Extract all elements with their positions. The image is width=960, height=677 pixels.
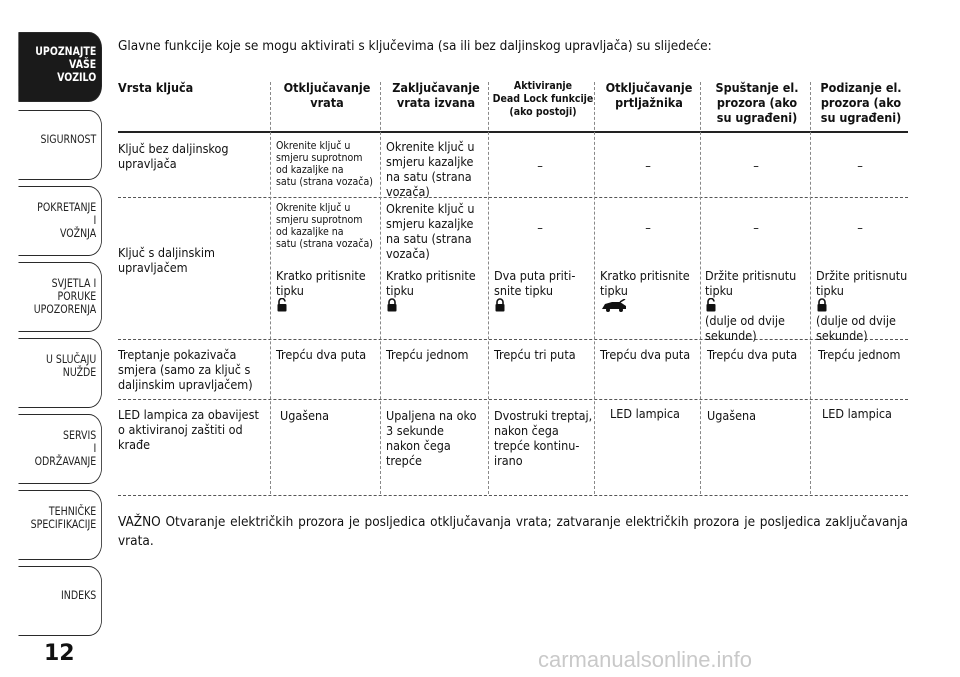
cell-led: Upaljena na oko 3 sekunde nakon čega trepće	[386, 408, 477, 468]
row-label-indicator: Treptanje pokazivača smjera (samo za ključ s daljinskim upravljačem)	[118, 347, 253, 392]
padlock-open-icon	[705, 298, 717, 312]
row-label-led: LED lampica za obavijest o aktiviranoj zaštiti od krađe	[118, 407, 259, 452]
column-divider	[380, 82, 381, 494]
tab-pokretanje-i-voznja[interactable]: POKRETANJE I VOŽNJA	[18, 186, 102, 256]
cell-blink: Trepću dva puta	[600, 347, 691, 362]
tab-u-slucaju-nuzde[interactable]: U SLUČAJU NUŽDE	[18, 338, 102, 408]
tab-servis-i-odrzavanje[interactable]: SERVIS I ODRŽAVANJE	[18, 414, 102, 484]
cell-turn-cw: Okrenite ključ u smjeru kazaljke na satu (strana vozača)	[386, 139, 475, 199]
important-note: VAŽNO Otvaranje električkih prozora je posljedica otključavanja vrata; zatvaranje električkih prozora je posljedica zaključavanja vrata.	[118, 514, 908, 549]
cell-led: Ugašena	[707, 408, 757, 423]
cell-dash: –	[857, 220, 863, 235]
cell-blink: Trepću jednom	[818, 347, 901, 362]
header-windows-down: Spuštanje el. prozora (ako su ugrađeni)	[715, 80, 799, 125]
cell-blink: Trepću dva puta	[276, 347, 367, 362]
cell-led: Ugašena	[280, 408, 330, 423]
padlock-closed-icon	[494, 298, 506, 312]
cell-btn-hold-lock: Držite pritisnutu tipku (dulje od dvije sekunde)	[816, 268, 908, 343]
column-divider	[700, 82, 701, 494]
tab-sigurnost[interactable]: SIGURNOST	[18, 110, 102, 180]
cell-blink: Trepću tri puta	[494, 347, 576, 362]
cell-blink: Trepću dva puta	[707, 347, 798, 362]
page-number: 12	[44, 641, 75, 666]
cell-led: LED lampica	[610, 406, 680, 421]
padlock-open-icon	[276, 298, 288, 312]
cell-dash: –	[645, 220, 651, 235]
cell-btn-twice: Dva puta priti- snite tipku	[494, 268, 575, 313]
cell-dash: –	[537, 220, 543, 235]
watermark: carmanualsonline.info	[538, 647, 753, 672]
cell-turn-ccw: Okrenite ključ u smjeru suprotnom od kazaljke na satu (strana vozača)	[276, 140, 373, 188]
row-divider	[118, 399, 908, 400]
header-windows-up: Podizanje el. prozora (ako su ugrađeni)	[820, 80, 902, 125]
cell-turn-cw: Okrenite ključ u smjeru kazaljke na satu (strana vozača)	[386, 201, 475, 261]
column-divider	[810, 82, 811, 494]
header-deadlock: Aktiviranje Dead Lock funkcije (ako postoji)	[492, 80, 594, 118]
column-divider	[488, 82, 489, 494]
cell-btn-short-lock: Kratko pritisnite tipku	[386, 268, 476, 313]
cell-led: LED lampica	[822, 406, 892, 421]
tab-indeks[interactable]: INDEKS	[18, 566, 102, 636]
row-divider	[118, 495, 908, 496]
cell-btn-short-unlock: Kratko pritisnite tipku	[276, 268, 366, 313]
padlock-closed-icon	[816, 298, 828, 312]
column-divider	[594, 82, 595, 494]
cell-btn-hold-unlock: Držite pritisnutu tipku (dulje od dvije sekunde)	[705, 268, 797, 343]
cell-blink: Trepću jednom	[386, 347, 469, 362]
cell-led: Dvostruki treptaj, nakon čega trepće kontinu- irano	[494, 408, 593, 468]
header-lock-outside: Zaključavanje vrata izvana	[392, 80, 480, 110]
intro-text: Glavne funkcije koje se mogu aktivirati s ključevima (sa ili bez daljinskog upravljača) su slijedeće:	[118, 38, 712, 54]
header-rule	[118, 131, 908, 133]
padlock-closed-icon	[386, 298, 398, 312]
cell-dash: –	[753, 158, 759, 173]
tab-upoznajte-vase-vozilo[interactable]: UPOZNAJTE VAŠE VOZILO	[18, 32, 102, 102]
cell-dash: –	[645, 158, 651, 173]
header-key-type: Vrsta ključa	[118, 80, 194, 95]
cell-dash: –	[857, 158, 863, 173]
column-divider	[270, 82, 271, 494]
tab-tehnicke-specifikacije[interactable]: TEHNIČKE SPECIFIKACIJE	[18, 490, 102, 560]
cell-btn-short-trunk: Kratko pritisnite tipku	[600, 268, 690, 313]
row-label-remote: Ključ s daljinskim upravljačem	[118, 245, 215, 275]
cell-dash: –	[753, 220, 759, 235]
car-trunk-icon	[600, 299, 628, 312]
header-unlock-trunk: Otključavanje prtljažnika	[605, 80, 693, 110]
row-divider	[118, 197, 908, 198]
cell-turn-ccw: Okrenite ključ u smjeru suprotnom od kazaljke na satu (strana vozača)	[276, 202, 373, 250]
tab-svjetla-i-poruke[interactable]: SVJETLA I PORUKE UPOZORENJA	[18, 262, 102, 332]
row-label-no-remote: Ključ bez daljinskog upravljača	[118, 141, 229, 171]
header-unlock-doors: Otključavanje vrata	[283, 80, 371, 110]
cell-dash: –	[537, 158, 543, 173]
